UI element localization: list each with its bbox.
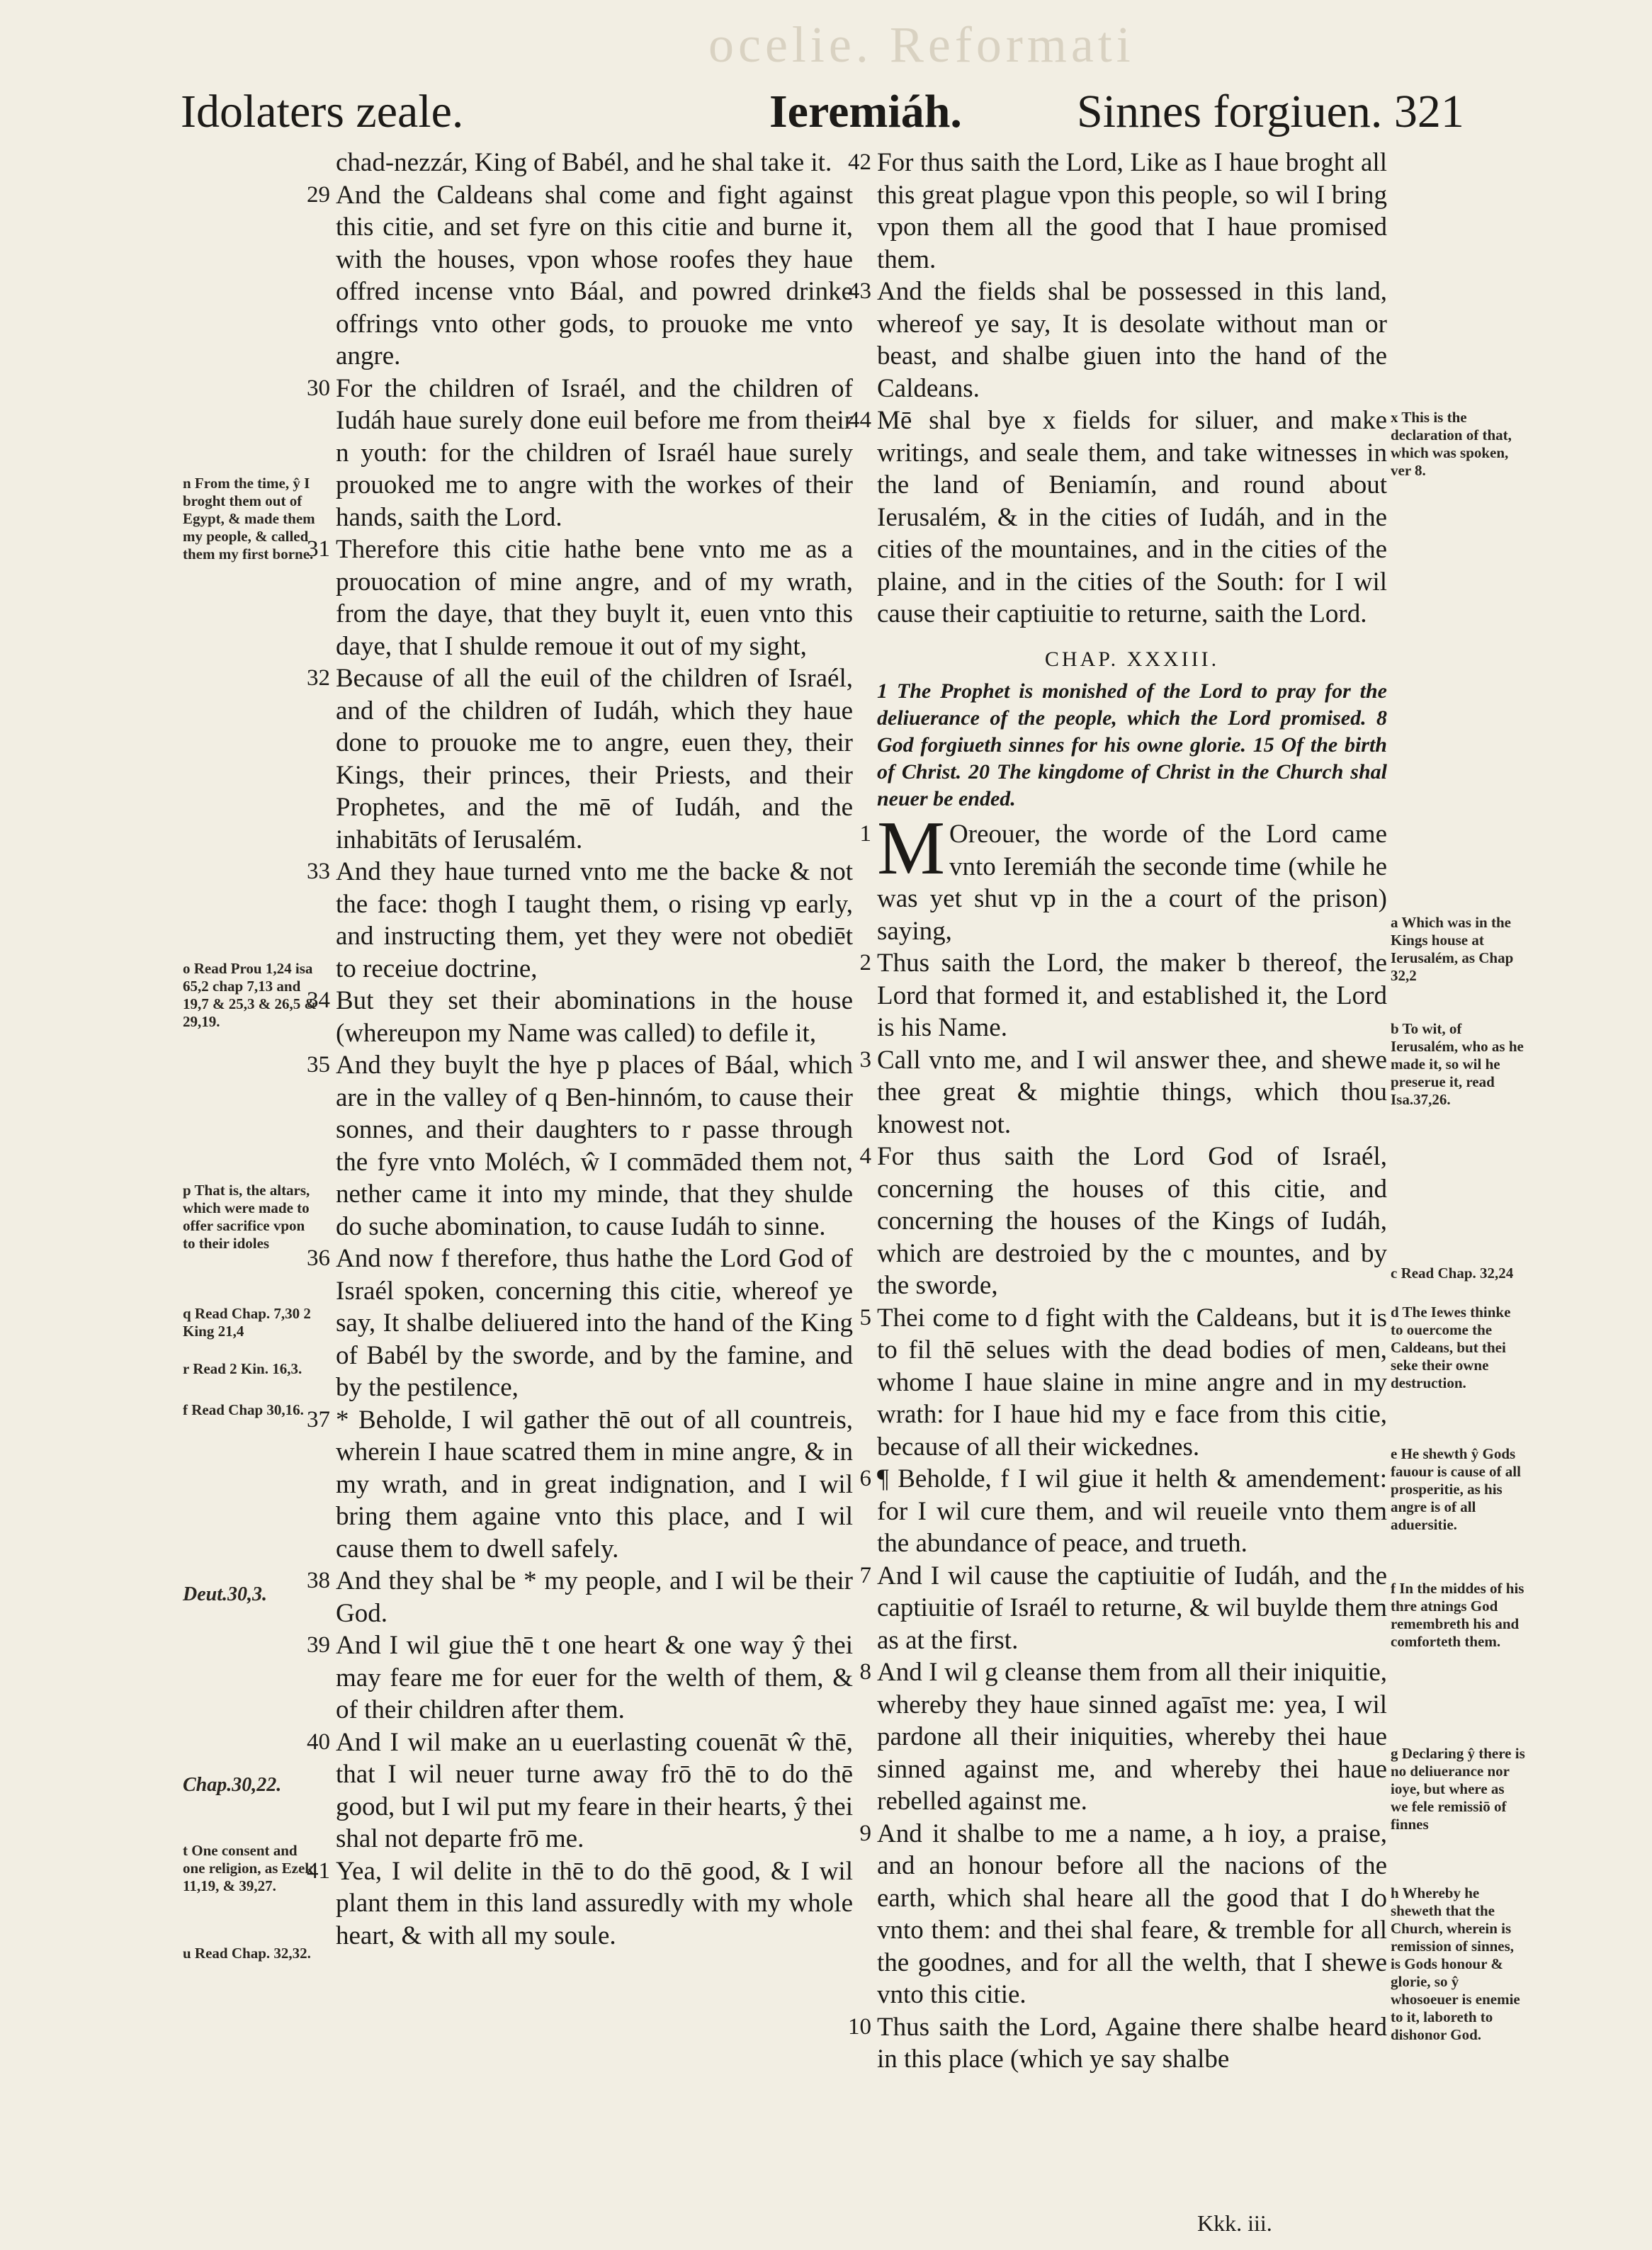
verse-text: Yea, I wil delite in thē to do thē good, & I wil plant them in this land assuredly with my whole heart, & with all my soule. [336, 1856, 853, 1950]
verse-text: And it shalbe to me a name, a h ioy, a praise, and an honour before all the nacions of the earth, which shal heare all the good that I do vnto them: and thei shal feare, & tremble for all the goodnes, and for all the welth, that I shewe vnto this citie. [877, 1819, 1387, 2009]
margin-note: Deut.30,3. [183, 1583, 267, 1605]
verse [848, 2011, 1387, 2076]
margin-note: r Read 2 Kin. 16,3. [183, 1360, 302, 1377]
verse [859, 1141, 1387, 1302]
verse-number: 31 [307, 536, 330, 562]
margin-note: f Read Chap 30,16. [183, 1401, 304, 1418]
running-head-book: Ieremiáh. [769, 86, 962, 137]
verse [848, 147, 1387, 276]
verse-text: Call vnto me, and I wil answer thee, and shewe thee great & mightie things, which thou knowest not. [877, 1045, 1387, 1139]
verse-number: 33 [307, 859, 330, 884]
verse-text: Oreouer, the worde of the Lord came vnto Ieremiáh the seconde time (while he was yet shut vp in the a court of the prison) saying, [877, 820, 1387, 946]
margin-note: o Read Prou 1,24 isa 65,2 chap 7,13 and 19,7 & 25,3 & 26,5 & 29,19. [183, 960, 317, 1030]
chapter-heading: CHAP. XXXIII. [1044, 647, 1220, 671]
verse-number: 43 [848, 278, 871, 304]
bleedthrough-text: ocelie. Reformati [708, 16, 1135, 72]
running-head-left: Idolaters zeale. [181, 86, 464, 137]
verse-text: For the children of Israél, and the children of Iudáh haue surely done euil before me from their n youth: for the children of Israél haue surely prouoked me to angre with the workes of their hands, saith the Lord. [336, 373, 853, 532]
verse [859, 1818, 1387, 2011]
verse-text: And I wil giue thē t one heart & one way ŷ thei may feare me for euer for the welth of them, & of their children after them. [336, 1631, 853, 1724]
verse [848, 276, 1387, 405]
margin-note: p That is, the altars, which were made to offer sacrifice vpon to their idoles [183, 1182, 310, 1252]
verse-text: Thei come to d fight with the Caldeans, but it is to fil thē selues with the dead bodies of men, whome I haue slaine in mine angre and in my wrath: for I haue hid my e face from this citie, because of all their wickednes. [877, 1303, 1387, 1462]
verse [307, 1049, 853, 1243]
verse-number: 41 [307, 1858, 330, 1884]
verse-text: But they set their abominations in the house (whereupon my Name was called) to defile it, [336, 986, 853, 1048]
verse-text: And they shal be * my people, and I wil be their God. [336, 1566, 853, 1628]
verse-text: Thus saith the Lord, Againe there shalbe heard in this place (which ye say shalbe [877, 2012, 1387, 2074]
verse [307, 1243, 853, 1404]
margin-note: u Read Chap. 32,32. [183, 1945, 311, 1962]
verse-text: For thus saith the Lord, Like as I haue broght all this great plague vpon this people, so wil I bring vpon them all the good that I haue promised them. [877, 148, 1387, 274]
verse-number: 39 [307, 1632, 330, 1658]
verse [859, 1656, 1387, 1818]
margin-note: t One consent and one religion, as Ezek. 11,19, & 39,27. [183, 1842, 317, 1894]
verse [307, 1404, 853, 1566]
verse-number: 42 [848, 149, 871, 175]
verse [307, 856, 853, 985]
margin-note: g Declaring ŷ there is no deliuerance nor ioye, but where as we fele remissiō of finnes [1391, 1745, 1525, 1833]
verse [307, 662, 853, 856]
verse-text: And the fields shal be possessed in this land, whereof ye say, It is desolate without man or beast, and shalbe giuen into the hand of the Caldeans. [877, 277, 1387, 403]
verse-number: 8 [859, 1659, 871, 1685]
verse-text: For thus saith the Lord God of Israél, concerning the houses of this citie, and concerning the houses of the Kings of Iudáh, which are destroied by the c mountes, and by the sworde, [877, 1142, 1387, 1300]
verse-number: 34 [307, 988, 330, 1013]
verse [307, 179, 853, 373]
verse-number: 40 [307, 1729, 330, 1755]
verse [307, 1726, 853, 1855]
verse [859, 1560, 1387, 1657]
verse-number: 7 [859, 1562, 871, 1588]
verse-text: And now f therefore, thus hathe the Lord God of Israél spoken, concerning this citie, whereof ye say, It shalbe deliuered into the hand of the King of Babél by the sworde, and by the famine, and by the pestilence, [336, 1244, 853, 1402]
verse-number: 30 [307, 375, 330, 401]
verse-number: 3 [859, 1046, 871, 1073]
margin-note: c Read Chap. 32,24 [1391, 1265, 1514, 1282]
verse-number: 29 [307, 181, 330, 208]
verse-text: And I wil make an u euerlasting couenāt ŵ thē, that I wil neuer turne away frō thē to do thē good, but I wil put my feare in their hearts, ŷ thei shal not departe frō me. [336, 1727, 853, 1853]
verse [859, 947, 1387, 1044]
verse-text: Because of all the euil of the children of Israél, and of the children of Iudáh, which they haue done to prouoke me to angre, euen they, their Kings, their princes, their Priests, and their Prophetes, and the mē of Iudáh, and the inhabitāts of Ierusalém. [336, 664, 853, 854]
verse-number: 9 [859, 1820, 871, 1846]
verse-text: ¶ Beholde, f I wil giue it helth & amendement: for I wil cure them, and wil reueile vnto them the abundance of peace, and trueth. [877, 1464, 1387, 1558]
margin-note: x This is the declaration of that, which was spoken, ver 8. [1391, 409, 1512, 479]
verse-number: 4 [859, 1143, 871, 1169]
verse [307, 1629, 853, 1726]
verse [859, 1302, 1387, 1464]
verse-number: 2 [859, 950, 871, 976]
margin-note: d The Iewes thinke to ouercome the Caldeans, but thei seke their owne destruction. [1391, 1304, 1511, 1391]
margin-note: n From the time, ŷ I broght them out of Egypt, & made them my people, & called them my first borne. [183, 475, 315, 562]
margin-note: e He shewth ŷ Gods fauour is cause of all prosperitie, as his angre is of all aduersitie. [1391, 1445, 1521, 1533]
margin-note: a Which was in the Kings house at Ierusalém, as Chap 32,2 [1391, 914, 1514, 984]
verse-number: 35 [307, 1052, 330, 1078]
verse-number: 32 [307, 665, 330, 691]
margin-note: Chap.30,22. [183, 1774, 282, 1796]
verse-number: 10 [848, 2013, 871, 2040]
verse-number: 5 [859, 1304, 871, 1330]
verse-number: 36 [307, 1245, 330, 1271]
margin-note: q Read Chap. 7,30 2 King 21,4 [183, 1305, 311, 1340]
margin-note: h Whereby he sheweth that the Church, wherein is remission of sinnes, is Gods honour & glorie, so ŷ whosoeuer is enemie to it, laboreth to dishonor God. [1391, 1884, 1520, 2043]
verse [859, 1463, 1387, 1560]
verse [859, 1044, 1387, 1141]
verse [848, 405, 1387, 631]
verse-text: Therefore this citie hathe bene vnto me as a prouocation of mine angre, and of my wrath, from the daye, that they buylt it, euen vnto this daye, that I shulde remoue it out of my sight, [336, 535, 853, 661]
verse [307, 985, 853, 1049]
verse-text: And I wil cause the captiuitie of Iudáh, and the captiuitie of Israél to returne, & wil buylde them as at the first. [877, 1561, 1387, 1655]
verse [336, 147, 853, 179]
verse-text: And the Caldeans shal come and fight against this citie, and set fyre on this citie and burne it, with the houses, vpon whose roofes they haue offred incense vnto Báal, and powred drinke offrings vnto other gods, to prouoke me vnto angre. [336, 180, 853, 371]
verse [307, 1855, 853, 1952]
signature-mark: Kkk. iii. [1197, 2210, 1272, 2236]
drop-cap: M [877, 806, 946, 891]
verse [307, 373, 853, 534]
text-column-right [848, 147, 1387, 2076]
verse-text: chad-nezzár, King of Babél, and he shal take it. [336, 148, 832, 177]
verse [859, 806, 1387, 947]
verse [307, 533, 853, 662]
verse [307, 1565, 853, 1629]
verse-text: And they haue turned vnto me the backe & not the face: thogh I taught them, o rising vp early, and instructing them, yet they were not obediēt to receiue doctrine, [336, 857, 853, 983]
margin-note: b To wit, of Ierusalém, who as he made it, so wil he preserue it, read Isa.37,26. [1391, 1020, 1524, 1108]
verse-number: 6 [859, 1466, 871, 1491]
verse-number: 44 [848, 407, 871, 433]
verse-number: 1 [859, 821, 871, 847]
verse-number: 38 [307, 1568, 330, 1593]
chapter-summary: 1 The Prophet is monished of the Lord to pray for the deliuerance of the people, which the Lord promised. 8 God forgiueth sinnes for his owne glorie. 15 Of the birth of Christ. 20 The kingdome of Christ in the Church shal neuer be ended. [877, 679, 1387, 810]
text-column-left [307, 147, 853, 1952]
verse-text: * Beholde, I wil gather thē out of all countreis, wherein I haue scatred them in mine angre, & in my wrath, and in great indignation, and I wil bring them againe vnto this place, and I wil cause them to dwell safely. [336, 1405, 853, 1564]
verse-number: 37 [307, 1406, 330, 1432]
margin-note: f In the middes of his thre atnings God remembreth his and comforteth them. [1391, 1580, 1524, 1650]
verse-text: And I wil g cleanse them from all their iniquitie, whereby they haue sinned agaīst me: yea, I wil pardone all their iniquities, whereby thei haue sinned against me, and whereby thei haue rebelled against me. [877, 1658, 1387, 1816]
running-head-right: Sinnes forgiuen. 321 [1077, 86, 1464, 137]
verse-text: Mē shal bye x fields for siluer, and make writings, and seale them, and take witnesses in the land of Beniamín, and round about Ierusalém, & in the cities of Iudáh, and in the cities of the mountaines, and in the cities of the plaine, and in the cities of the South: for I wil cause their captiuitie to returne, saith the Lord. [877, 406, 1387, 628]
verse-text: Thus saith the Lord, the maker b thereof, the Lord that formed it, and established it, the Lord is his Name. [877, 949, 1387, 1042]
verse-text: And they buylt the hye p places of Báal, which are in the valley of q Ben-hinnóm, to cause their sonnes, and their daughters to r passe through the fyre vnto Moléch, ŵ I commāded them not, nether came it into my minde, that they shulde do suche abomination, to cause Iudáh to sinne. [336, 1051, 853, 1241]
